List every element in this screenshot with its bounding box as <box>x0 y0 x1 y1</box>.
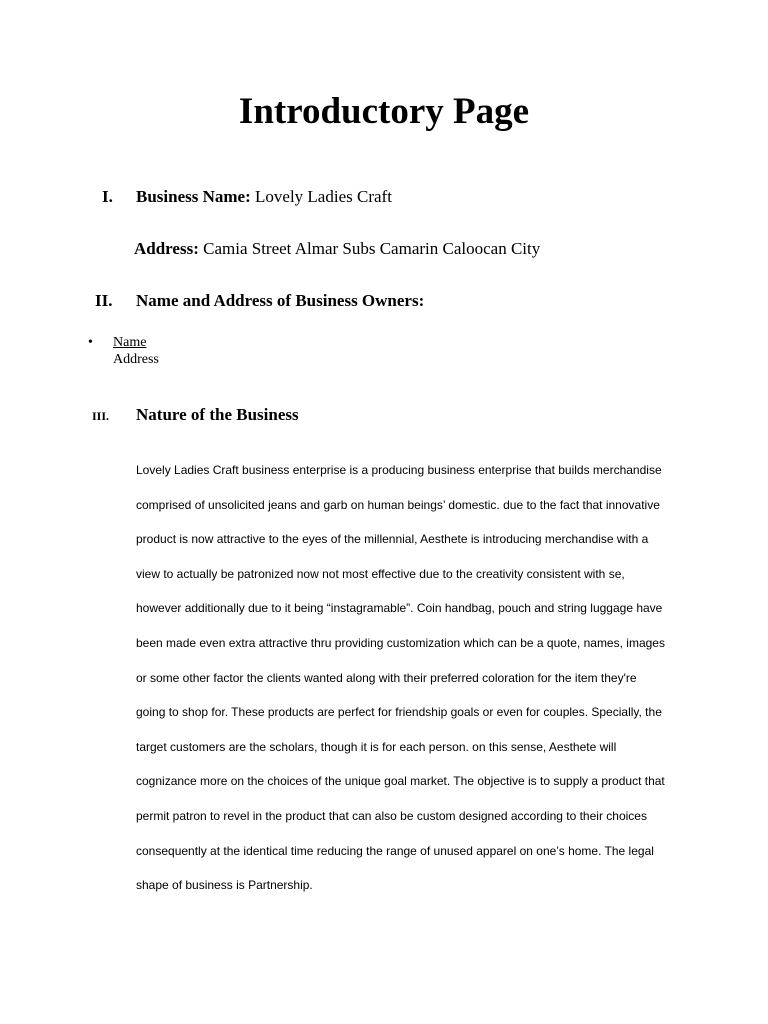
address-line <box>134 239 540 259</box>
address-value: Camia Street Almar Subs Camarin Caloocan City <box>203 239 541 258</box>
page-title: Introductory Page <box>238 91 530 132</box>
paragraph-line: shape of business is Partnership. <box>136 878 313 893</box>
business-name-value: Lovely Ladies Craft <box>255 187 392 206</box>
paragraph-line: target customers are the scholars, though it is for each person. on this sense, Aesthete will <box>136 739 617 754</box>
paragraph-line: comprised of unsolicited jeans and garb on human beings’ domestic. due to the fact that innovative <box>136 497 660 512</box>
address-label: Address: <box>134 239 199 258</box>
bullet-icon: • <box>88 335 93 350</box>
paragraph-line: consequently at the identical time reducing the range of unused apparel on one’s home. The legal <box>136 843 654 858</box>
paragraph-line: cognizance more on the choices of the unique goal market. The objective is to supply a product that <box>136 774 665 789</box>
paragraph-line: been made even extra attractive thru providing customization which can be a quote, names, images <box>136 635 665 650</box>
business-name-label: Business Name: <box>136 187 251 206</box>
owner-address-label: Address <box>113 352 159 367</box>
section-2-heading <box>136 291 424 311</box>
owners-heading: Name and Address of Business Owners: <box>136 291 425 310</box>
paragraph-line: going to shop for. These products are perfect for friendship goals or even for couples. Specially, the <box>136 705 662 720</box>
section-3-heading <box>136 405 299 425</box>
paragraph-line: permit patron to revel in the product that can also be custom designed according to their choices <box>136 808 647 823</box>
business-name-line <box>136 187 392 207</box>
nature-heading: Nature of the Business <box>136 405 299 424</box>
paragraph-line: however additionally due to it being “instagramable”. Coin handbag, pouch and string luggage have <box>136 601 663 616</box>
owner-name-label: Name <box>113 335 147 350</box>
section-3-numeral: III. <box>92 409 110 423</box>
section-2-numeral: II. <box>95 291 113 310</box>
section-1-numeral: I. <box>102 187 113 206</box>
nature-paragraph <box>136 453 706 903</box>
paragraph-line: view to actually be patronized now not most effective due to the creativity consistent with se, <box>136 566 625 581</box>
paragraph-line: product is now attractive to the eyes of the millennial, Aesthete is introducing merchandise with a <box>136 532 649 547</box>
paragraph-line: Lovely Ladies Craft business enterprise is a producing business enterprise that builds merchandise <box>136 463 662 477</box>
paragraph-line: or some other factor the clients wanted along with their preferred coloration for the item they're <box>136 670 637 685</box>
